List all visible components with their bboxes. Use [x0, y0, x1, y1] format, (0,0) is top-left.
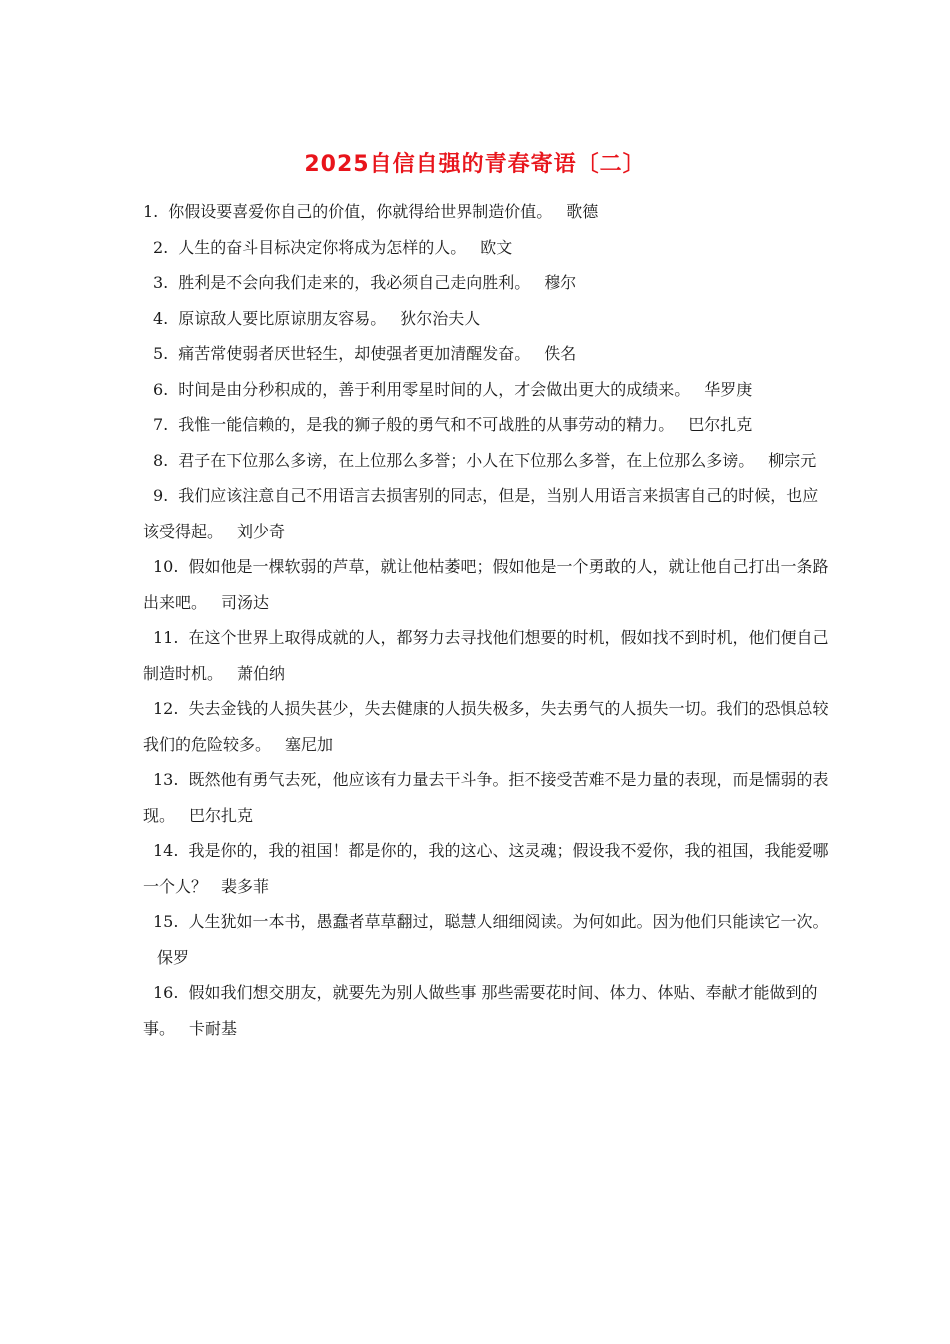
quote-number: 7.	[153, 415, 169, 434]
quote-author: 穆尔	[544, 273, 577, 292]
quote-number: 12.	[153, 699, 179, 718]
quote-item	[143, 336, 833, 372]
quote-number: 14.	[153, 841, 179, 860]
quote-author: 巴尔扎克	[189, 805, 254, 825]
quote-number: 3.	[153, 273, 169, 292]
quote-text: 失去金钱的人损失甚少，失去健康的人损失极多，失去勇气的人损失一切。我们的恐惧总较我们的危险较多。	[143, 699, 829, 754]
quote-number: 2.	[153, 237, 169, 257]
quote-text: 我是你的，我的祖国！都是你的，我的这心、这灵魂；假设我不爱你，我的祖国，我能爱哪一个人？	[143, 841, 829, 896]
quote-text: 君子在下位那么多谤，在上位那么多誉；小人在下位那么多誉，在上位那么多谤。	[178, 450, 755, 470]
quote-text: 人生的奋斗目标决定你将成为怎样的人。	[178, 237, 467, 257]
quote-item	[143, 265, 833, 301]
quote-number: 13.	[153, 770, 179, 789]
quote-item	[143, 478, 833, 549]
quote-item	[143, 372, 833, 408]
quote-author: 卡耐基	[189, 1018, 238, 1038]
quote-item	[143, 549, 833, 620]
quote-author: 萧伯纳	[237, 663, 286, 683]
quote-number: 4.	[153, 308, 169, 328]
quote-author: 裴多菲	[221, 876, 270, 896]
quote-author: 欧文	[480, 237, 513, 257]
quote-item	[143, 904, 833, 975]
quote-author: 柳宗元	[768, 450, 817, 470]
quote-text: 时间是由分秒积成的，善于利用零星时间的人，才会做出更大的成绩来。	[178, 379, 691, 399]
quote-number: 6.	[153, 379, 169, 399]
quote-item	[143, 975, 833, 1046]
quote-author: 狄尔治夫人	[400, 308, 481, 328]
quote-number: 9.	[153, 486, 169, 505]
quote-number: 10.	[153, 557, 179, 576]
quote-number: 16.	[153, 983, 179, 1002]
quote-number: 15.	[153, 912, 179, 931]
quote-author: 华罗庚	[704, 379, 753, 399]
quote-number: 5.	[153, 344, 169, 363]
quote-item	[143, 762, 833, 833]
quote-number: 8.	[153, 450, 169, 470]
quote-author: 巴尔扎克	[688, 415, 753, 434]
quote-item	[143, 194, 833, 230]
quote-author: 刘少奇	[237, 521, 286, 541]
quote-author: 歌德	[566, 202, 599, 221]
quote-text: 在这个世界上取得成就的人，都努力去寻找他们想要的时机，假如找不到时机，他们便自己制造时机。	[143, 628, 829, 683]
quote-item	[143, 443, 833, 479]
quote-number: 1.	[143, 202, 159, 221]
quote-author: 保罗	[157, 947, 190, 967]
document-title: 2025自信自强的青春寄语〔二〕	[304, 152, 646, 177]
quote-item	[143, 301, 833, 337]
quote-text: 胜利是不会向我们走来的，我必须自己走向胜利。	[178, 273, 531, 292]
quote-author: 佚名	[544, 344, 577, 363]
quote-text: 原谅敌人要比原谅朋友容易。	[178, 308, 387, 328]
quote-text: 我们应该注意自己不用语言去损害别的同志，但是，当别人用语言来损害自己的时候，也应该受得起。	[143, 486, 819, 541]
quote-author: 塞尼加	[285, 734, 334, 754]
quote-text: 人生犹如一本书，愚蠢者草草翻过，聪慧人细细阅读。为何如此。因为他们只能读它一次。	[188, 912, 829, 931]
quote-text: 痛苦常使弱者厌世轻生，却使强者更加清醒发奋。	[178, 344, 531, 363]
quote-author: 司汤达	[221, 592, 270, 612]
quote-item	[143, 407, 833, 443]
quote-number: 11.	[153, 628, 179, 647]
quote-text: 假如他是一棵软弱的芦草，就让他枯萎吧；假如他是一个勇敢的人，就让他自己打出一条路出来吧。	[143, 557, 829, 612]
quote-list	[143, 194, 833, 1046]
quote-text: 假如我们想交朋友，就要先为别人做些事 那些需要花时间、体力、体贴、奉献才能做到的事。	[143, 983, 818, 1038]
quote-text: 既然他有勇气去死，他应该有力量去干斗争。拒不接受苦难不是力量的表现，而是懦弱的表现。	[143, 770, 829, 825]
quote-item	[143, 833, 833, 904]
quote-item	[143, 230, 833, 266]
quote-item	[143, 691, 833, 762]
quote-text: 我惟一能信赖的，是我的狮子般的勇气和不可战胜的从事劳动的精力。	[178, 415, 675, 434]
quote-item	[143, 620, 833, 691]
quote-text: 你假设要喜爱你自己的价值，你就得给世界制造价值。	[168, 202, 553, 221]
